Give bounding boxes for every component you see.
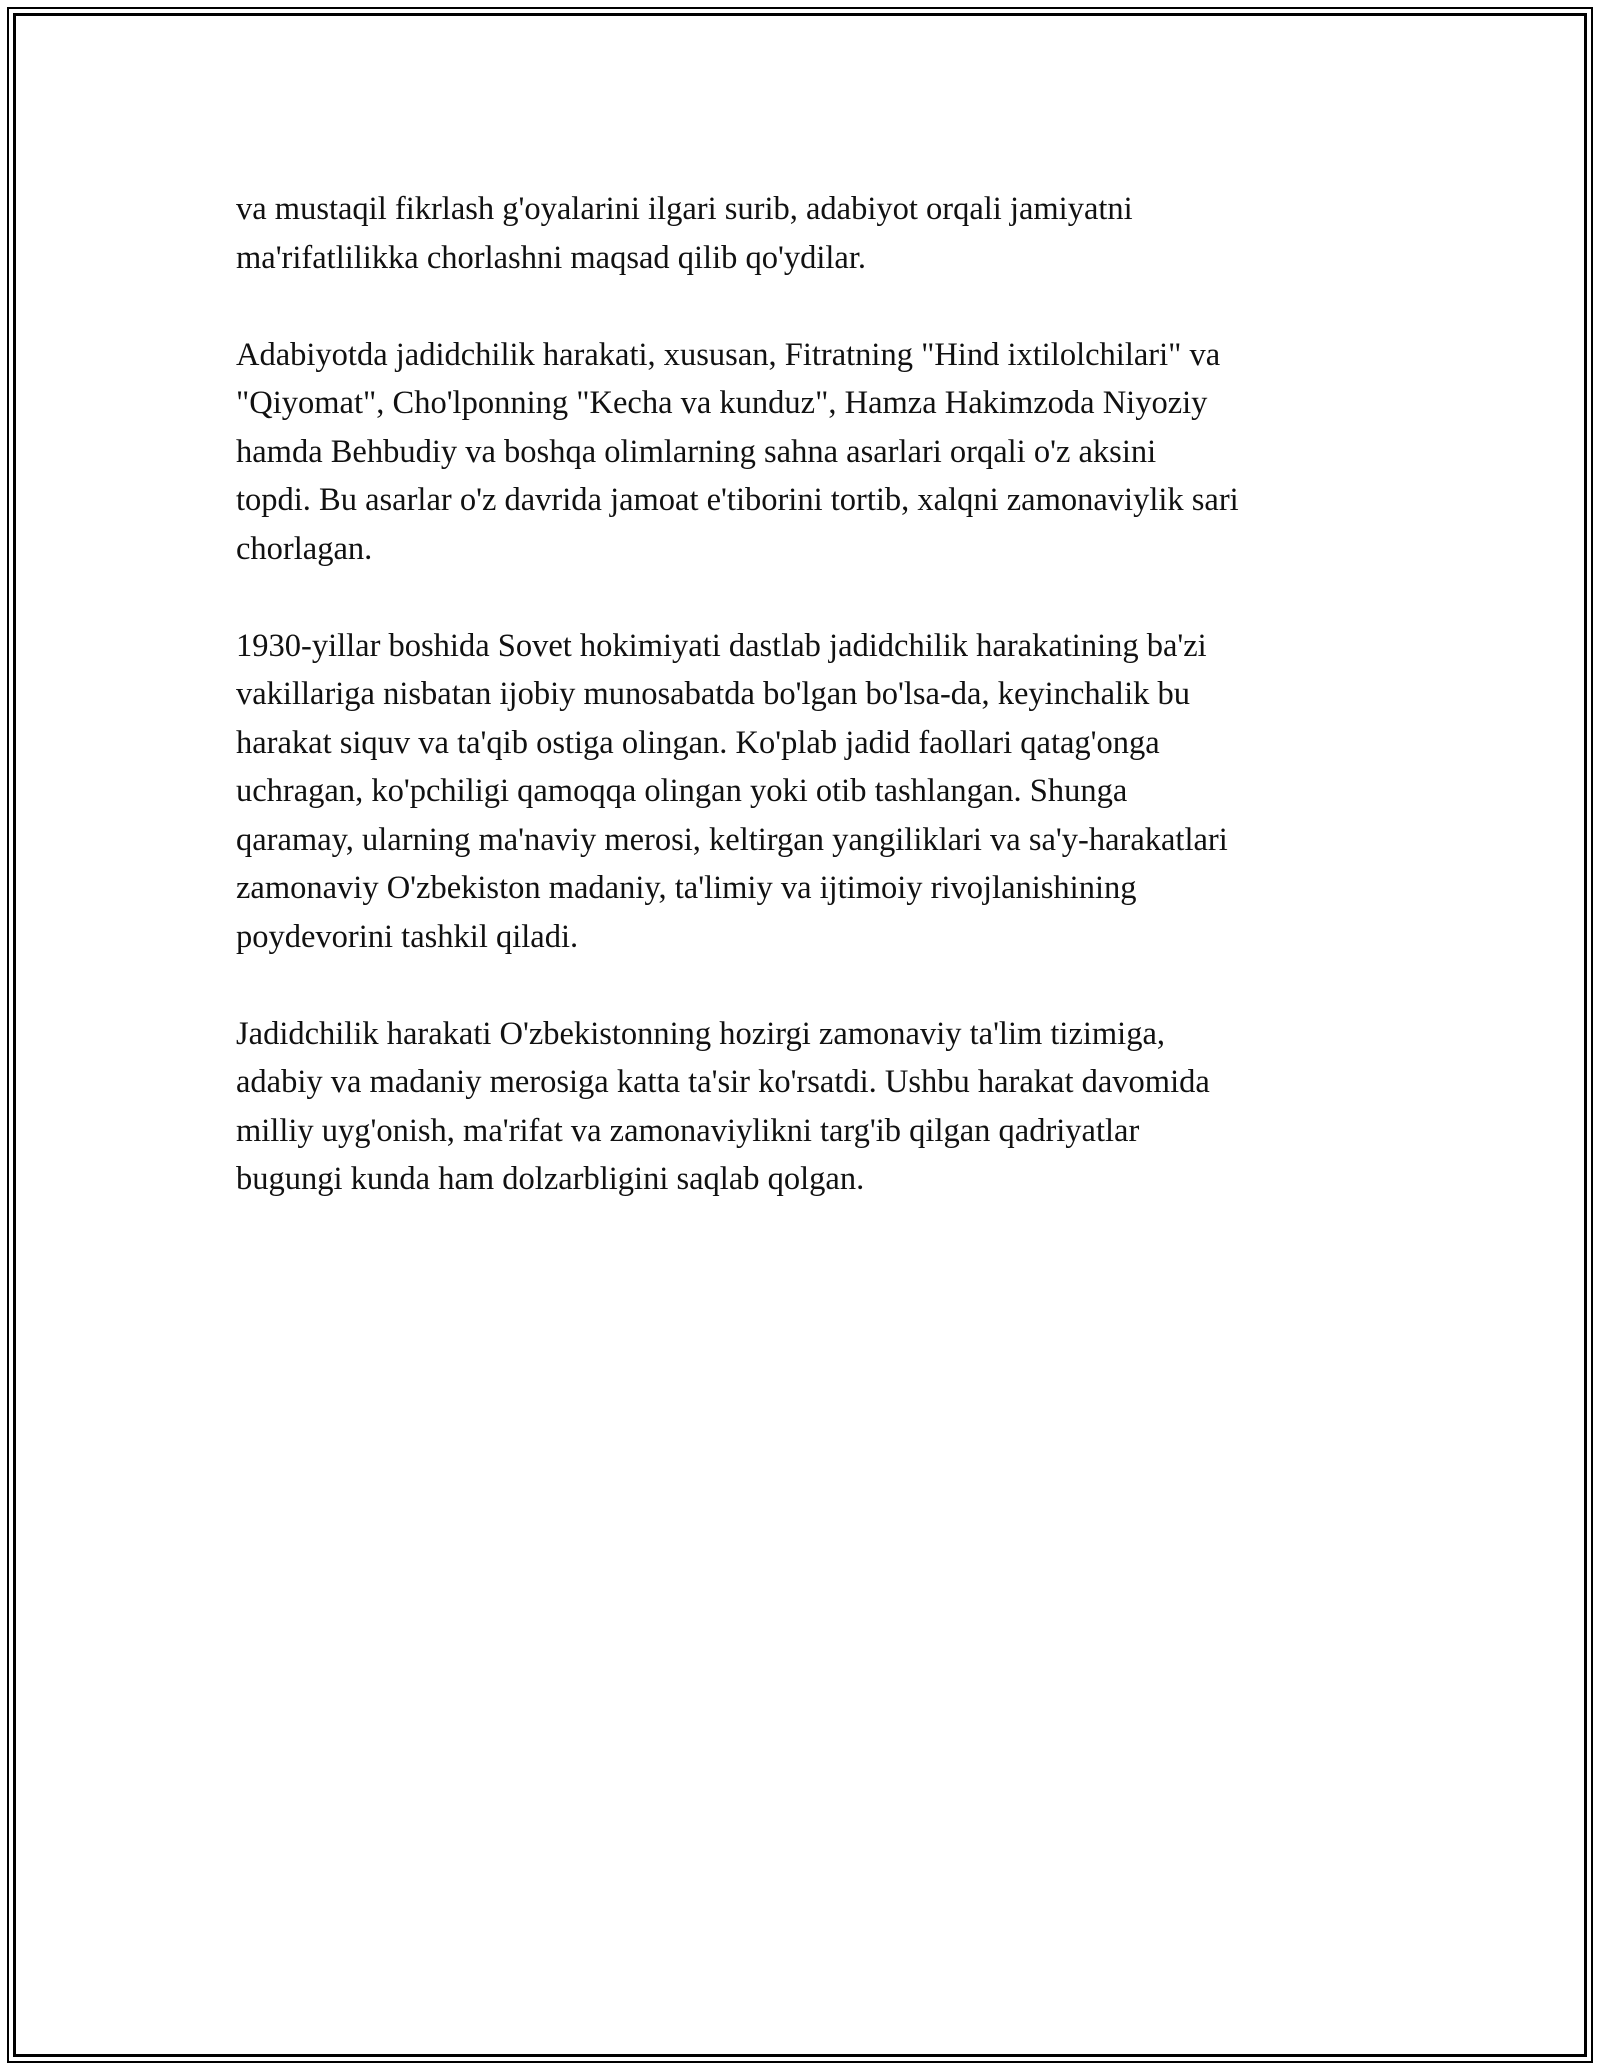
paragraph-4: Jadidchilik harakati O'zbekistonning hozirgi zamonaviy ta'lim tizimiga, adabiy va madaniy merosiga katta ta'sir ko'rsatdi. Ushbu harakat davomida milliy uyg'onish, ma'rifat va zamonaviylikni targ'ib qilgan qadriyatlar bugungi kunda ham dolzarbligini saqlab qolgan. (236, 1015, 1210, 1197)
paragraph-2: Adabiyotda jadidchilik harakati, xususan, Fitratning "Hind ixtilolchilari" va "Qiyomat", Cho'lponning "Kecha va kunduz", Hamza Hakimzoda Niyoziy hamda Behbudiy va boshqa olimlarning sahna asarlari orqali o'z aksini topdi. Bu asarlar o'z davrida jamoat e'tiborini tortib, xalqni zamonaviylik sari chorlagan. (236, 336, 1239, 567)
document-body (236, 185, 1386, 1252)
paragraph-3: 1930-yillar boshida Sovet hokimiyati dastlab jadidchilik harakatining ba'zi vakillariga nisbatan ijobiy munosabatda bo'lgan bo'lsa-da, keyinchalik bu harakat siquv va ta'qib ostiga olingan. Ko'plab jadid faollari qatag'onga uchragan, ko'pchiligi qamoqqa olingan yoki otib tashlangan. Shunga qaramay, ularning ma'naviy merosi, keltirgan yangiliklari va sa'y-harakatlari zamonaviy O'zbekiston madaniy, ta'limiy va ijtimoiy rivojlanishining poydevorini tashkil qiladi. (236, 627, 1228, 955)
paragraph-1: va mustaqil fikrlash g'oyalarini ilgari surib, adabiyot orqali jamiyatni ma'rifatlilikka chorlashni maqsad qilib qo'ydilar. (236, 191, 1133, 276)
